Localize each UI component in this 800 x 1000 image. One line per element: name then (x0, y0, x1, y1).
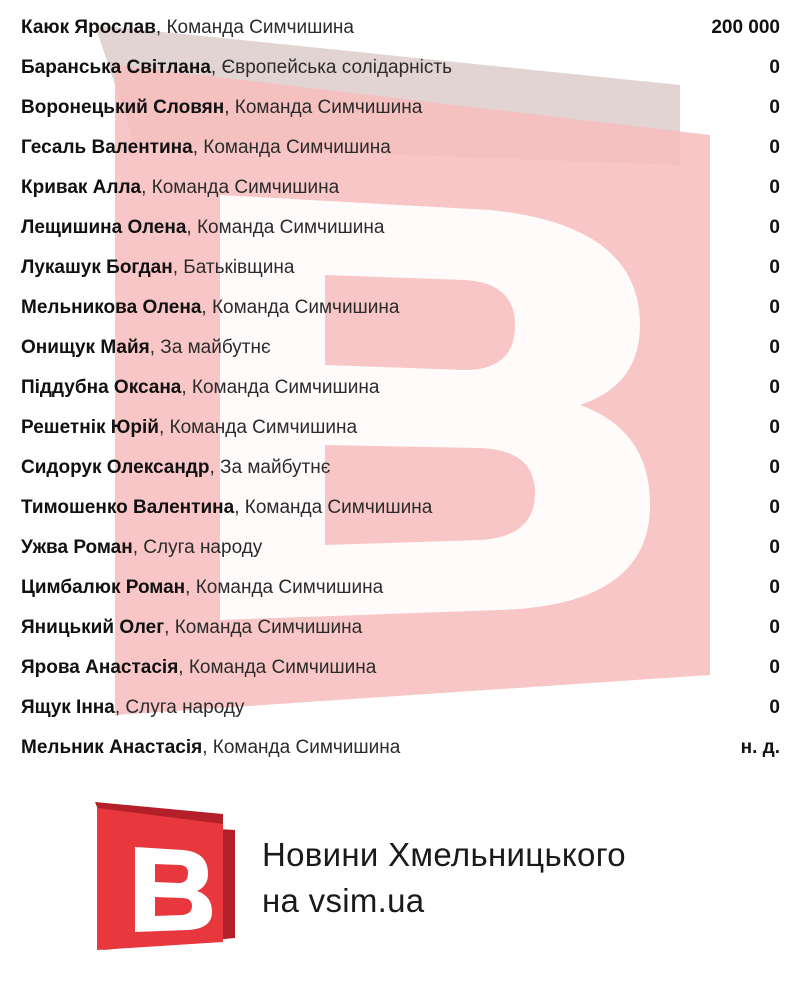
person-entry (21, 448, 330, 488)
amount-value: 0 (769, 57, 780, 78)
person-entry (21, 248, 294, 288)
amount-value: 0 (769, 177, 780, 198)
party-name: , Команда Симчишина (158, 417, 358, 438)
list-item (0, 48, 800, 88)
list-item (0, 648, 800, 688)
person-name: Баранська Світлана (21, 57, 211, 78)
amount-value: 0 (769, 537, 780, 558)
person-entry (21, 528, 262, 568)
person-name: Тимошенко Валентина (21, 497, 235, 518)
list-item (0, 288, 800, 328)
amount-value: 200 000 (711, 17, 780, 38)
person-name: Яницький Олег (21, 617, 165, 638)
amount-value: 0 (769, 337, 780, 358)
party-name: , Команда Симчишина (141, 177, 340, 198)
person-name: Онищук Майя (21, 337, 150, 358)
person-entry (21, 728, 400, 768)
amount-value: н. д. (740, 737, 780, 758)
party-name: , Команда Симчишина (178, 657, 377, 678)
party-name: , Команда Симчишина (202, 737, 401, 758)
amount-value: 0 (769, 297, 780, 318)
amount-value: 0 (769, 497, 780, 518)
party-name: , Слуга народу (114, 697, 245, 718)
brand-line-2: на vsim.ua (262, 882, 425, 919)
list-item (0, 688, 800, 728)
person-entry (21, 688, 244, 728)
brand-caption (262, 832, 626, 924)
expenses-list (0, 8, 800, 768)
amount-value: 0 (769, 137, 780, 158)
party-name: , Команда Симчишина (155, 17, 354, 38)
list-item (0, 208, 800, 248)
party-name: , Команда Симчишина (192, 137, 391, 158)
amount-value: 0 (769, 217, 780, 238)
amount-value: 0 (769, 657, 780, 678)
person-name: Решетнік Юрій (21, 417, 159, 438)
party-name: , Команда Симчишина (201, 297, 400, 318)
party-name: , Європейська солідарність (210, 57, 452, 78)
person-entry (21, 648, 376, 688)
list-item (0, 328, 800, 368)
person-entry (21, 568, 383, 608)
amount-value: 0 (769, 257, 780, 278)
list-item (0, 568, 800, 608)
brand-line-1: Новини Хмельницького (262, 836, 626, 873)
party-name: , Команда Симчишина (224, 97, 423, 118)
party-name: , За майбутнє (209, 457, 331, 478)
amount-value: 0 (769, 377, 780, 398)
amount-value: 0 (769, 417, 780, 438)
amount-value: 0 (769, 697, 780, 718)
person-entry (21, 88, 422, 128)
person-name: Гесаль Валентина (21, 137, 193, 158)
person-name: Воронецький Словян (21, 97, 225, 118)
list-item (0, 8, 800, 48)
person-name: Ящук Інна (21, 697, 115, 718)
person-entry (21, 288, 399, 328)
list-item (0, 128, 800, 168)
list-item (0, 368, 800, 408)
person-entry (21, 48, 452, 88)
person-entry (21, 168, 339, 208)
list-item (0, 408, 800, 448)
list-item (0, 488, 800, 528)
party-name: , Команда Симчишина (185, 577, 384, 598)
list-item (0, 728, 800, 768)
party-name: , За майбутнє (149, 337, 271, 358)
person-name: Лещишина Олена (21, 217, 187, 238)
person-name: Ярова Анастасія (21, 657, 179, 678)
list-item (0, 608, 800, 648)
amount-value: 0 (769, 97, 780, 118)
person-entry (21, 488, 432, 528)
person-entry (21, 128, 391, 168)
list-item (0, 448, 800, 488)
person-name: Мельникова Олена (21, 297, 202, 318)
list-item (0, 88, 800, 128)
party-name: , Команда Симчишина (234, 497, 433, 518)
person-entry (21, 608, 362, 648)
person-name: Кривак Алла (21, 177, 142, 198)
person-name: Піддубна Оксана (21, 377, 182, 398)
vsim-b-logo-icon (95, 802, 235, 950)
party-name: , Батьківщина (172, 257, 295, 278)
amount-value: 0 (769, 577, 780, 598)
person-name: Ужва Роман (21, 537, 133, 558)
person-name: Лукашук Богдан (21, 257, 173, 278)
list-item (0, 168, 800, 208)
person-entry (21, 328, 271, 368)
person-entry (21, 8, 354, 48)
party-name: , Команда Симчишина (181, 377, 380, 398)
list-item (0, 248, 800, 288)
amount-value: 0 (769, 457, 780, 478)
person-name: Сидорук Олександр (21, 457, 210, 478)
party-name: , Слуга народу (132, 537, 263, 558)
party-name: , Команда Симчишина (186, 217, 385, 238)
amount-value: 0 (769, 617, 780, 638)
person-name: Цимбалюк Роман (21, 577, 186, 598)
person-name: Каюк Ярослав (21, 17, 156, 38)
person-entry (21, 208, 384, 248)
person-entry (21, 408, 357, 448)
person-name: Мельник Анастасія (21, 737, 203, 758)
person-entry (21, 368, 379, 408)
party-name: , Команда Симчишина (164, 617, 363, 638)
list-item (0, 528, 800, 568)
